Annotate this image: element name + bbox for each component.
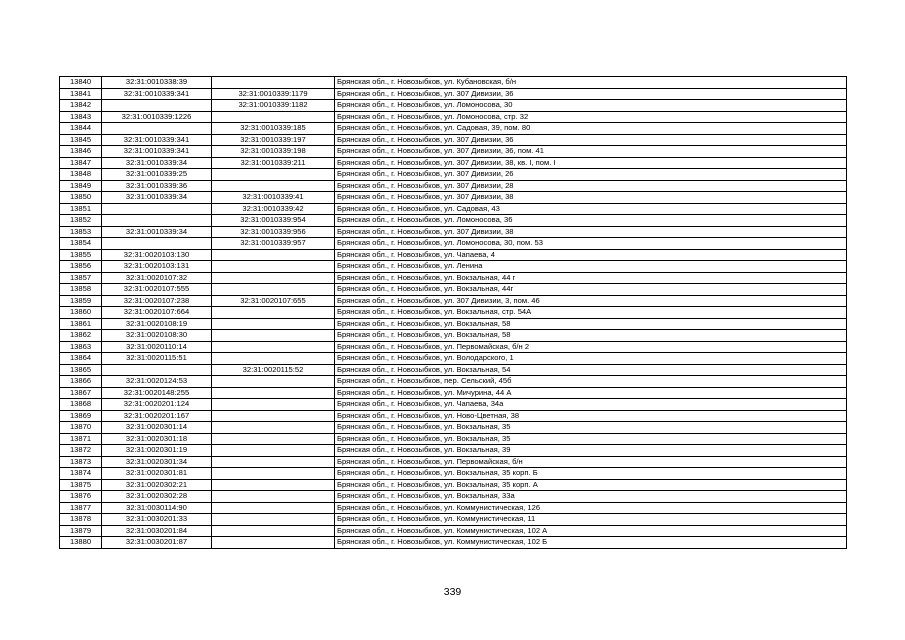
address-cell: Брянская обл., г. Новозыбков, ул. Садовая, 43 xyxy=(335,203,847,215)
parcel-cadastral-number-cell: 32:31:0020110:14 xyxy=(102,341,212,353)
table-row xyxy=(60,468,847,480)
table-row xyxy=(60,525,847,537)
row-number-cell: 13852 xyxy=(60,215,102,227)
table-row xyxy=(60,284,847,296)
row-number-cell: 13863 xyxy=(60,341,102,353)
row-number-cell: 13843 xyxy=(60,111,102,123)
parcel-cadastral-number-cell: 32:31:0020103:131 xyxy=(102,261,212,273)
address-cell: Брянская обл., г. Новозыбков, ул. Вокзальная, 35 xyxy=(335,422,847,434)
parcel-cadastral-number-cell: 32:31:0010339:341 xyxy=(102,134,212,146)
row-number-cell: 13845 xyxy=(60,134,102,146)
building-cadastral-number-cell: 32:31:0010339:954 xyxy=(212,215,335,227)
address-cell: Брянская обл., г. Новозыбков, ул. 307 Дивизии, 36 xyxy=(335,88,847,100)
row-number-cell: 13847 xyxy=(60,157,102,169)
parcel-cadastral-number-cell: 32:31:0020107:32 xyxy=(102,272,212,284)
row-number-cell: 13864 xyxy=(60,353,102,365)
row-number-cell: 13859 xyxy=(60,295,102,307)
parcel-cadastral-number-cell: 32:31:0010339:34 xyxy=(102,157,212,169)
building-cadastral-number-cell xyxy=(212,479,335,491)
address-cell: Брянская обл., г. Новозыбков, ул. Вокзальная, 44г xyxy=(335,284,847,296)
parcel-cadastral-number-cell: 32:31:0020124:53 xyxy=(102,376,212,388)
building-cadastral-number-cell: 32:31:0010339:956 xyxy=(212,226,335,238)
address-cell: Брянская обл., г. Новозыбков, ул. Вокзальная, 58 xyxy=(335,330,847,342)
row-number-cell: 13876 xyxy=(60,491,102,503)
row-number-cell: 13869 xyxy=(60,410,102,422)
row-number-cell: 13875 xyxy=(60,479,102,491)
table-row xyxy=(60,192,847,204)
address-cell: Брянская обл., г. Новозыбков, ул. Вокзальная, 35 корп. А xyxy=(335,479,847,491)
row-number-cell: 13879 xyxy=(60,525,102,537)
parcel-cadastral-number-cell: 32:31:0020301:34 xyxy=(102,456,212,468)
table-row xyxy=(60,491,847,503)
row-number-cell: 13841 xyxy=(60,88,102,100)
parcel-cadastral-number-cell: 32:31:0020301:14 xyxy=(102,422,212,434)
address-cell: Брянская обл., г. Новозыбков, ул. Вокзальная, 39 xyxy=(335,445,847,457)
row-number-cell: 13850 xyxy=(60,192,102,204)
address-cell: Брянская обл., г. Новозыбков, ул. Кубановская, б/н xyxy=(335,77,847,89)
parcel-cadastral-number-cell: 32:31:0020108:19 xyxy=(102,318,212,330)
row-number-cell: 13846 xyxy=(60,146,102,158)
building-cadastral-number-cell: 32:31:0010339:41 xyxy=(212,192,335,204)
building-cadastral-number-cell: 32:31:0020107:655 xyxy=(212,295,335,307)
address-cell: Брянская обл., г. Новозыбков, ул. Ломоносова, 30 xyxy=(335,100,847,112)
building-cadastral-number-cell xyxy=(212,445,335,457)
table-row xyxy=(60,537,847,549)
building-cadastral-number-cell xyxy=(212,468,335,480)
building-cadastral-number-cell xyxy=(212,502,335,514)
table-row xyxy=(60,111,847,123)
building-cadastral-number-cell: 32:31:0010339:42 xyxy=(212,203,335,215)
address-cell: Брянская обл., г. Новозыбков, ул. Володарского, 1 xyxy=(335,353,847,365)
parcel-cadastral-number-cell: 32:31:0010339:34 xyxy=(102,226,212,238)
building-cadastral-number-cell: 32:31:0020115:52 xyxy=(212,364,335,376)
building-cadastral-number-cell xyxy=(212,491,335,503)
table-row xyxy=(60,157,847,169)
address-cell: Брянская обл., г. Новозыбков, ул. Вокзальная, стр. 54А xyxy=(335,307,847,319)
table-row xyxy=(60,134,847,146)
row-number-cell: 13848 xyxy=(60,169,102,181)
table-row xyxy=(60,479,847,491)
table-row xyxy=(60,238,847,250)
address-cell: Брянская обл., г. Новозыбков, ул. Вокзальная, 54 xyxy=(335,364,847,376)
parcel-cadastral-number-cell: 32:31:0010339:1226 xyxy=(102,111,212,123)
parcel-cadastral-number-cell xyxy=(102,203,212,215)
address-cell: Брянская обл., г. Новозыбков, ул. Вокзальная, 44 г xyxy=(335,272,847,284)
address-cell: Брянская обл., г. Новозыбков, ул. 307 Дивизии, 38 xyxy=(335,226,847,238)
row-number-cell: 13858 xyxy=(60,284,102,296)
building-cadastral-number-cell xyxy=(212,284,335,296)
address-cell: Брянская обл., г. Новозыбков, ул. Ломоносова, 36 xyxy=(335,215,847,227)
building-cadastral-number-cell xyxy=(212,422,335,434)
building-cadastral-number-cell: 32:31:0010339:1179 xyxy=(212,88,335,100)
building-cadastral-number-cell xyxy=(212,537,335,549)
parcel-cadastral-number-cell: 32:31:0010339:25 xyxy=(102,169,212,181)
address-cell: Брянская обл., г. Новозыбков, ул. Чапаева, 4 xyxy=(335,249,847,261)
row-number-cell: 13857 xyxy=(60,272,102,284)
table-row xyxy=(60,123,847,135)
table-row xyxy=(60,353,847,365)
row-number-cell: 13878 xyxy=(60,514,102,526)
parcel-cadastral-number-cell: 32:31:0010339:34 xyxy=(102,192,212,204)
parcel-cadastral-number-cell: 32:31:0020108:30 xyxy=(102,330,212,342)
address-cell: Брянская обл., г. Новозыбков, ул. 307 Дивизии, 3, пом. 46 xyxy=(335,295,847,307)
table-row xyxy=(60,100,847,112)
parcel-cadastral-number-cell xyxy=(102,238,212,250)
parcel-cadastral-number-cell xyxy=(102,100,212,112)
building-cadastral-number-cell: 32:31:0010339:185 xyxy=(212,123,335,135)
parcel-cadastral-number-cell: 32:31:0020201:124 xyxy=(102,399,212,411)
building-cadastral-number-cell: 32:31:0010339:198 xyxy=(212,146,335,158)
table-row xyxy=(60,422,847,434)
table-row xyxy=(60,249,847,261)
table-row xyxy=(60,180,847,192)
table-row xyxy=(60,433,847,445)
table-row xyxy=(60,318,847,330)
table-row xyxy=(60,364,847,376)
building-cadastral-number-cell xyxy=(212,330,335,342)
address-cell: Брянская обл., г. Новозыбков, ул. Садовая, 39, пом. 80 xyxy=(335,123,847,135)
building-cadastral-number-cell xyxy=(212,456,335,468)
table-row xyxy=(60,226,847,238)
building-cadastral-number-cell xyxy=(212,249,335,261)
parcel-cadastral-number-cell: 32:31:0020301:81 xyxy=(102,468,212,480)
table-row xyxy=(60,330,847,342)
parcel-cadastral-number-cell: 32:31:0020301:18 xyxy=(102,433,212,445)
address-cell: Брянская обл., г. Новозыбков, ул. Ломоносова, 30, пом. 53 xyxy=(335,238,847,250)
row-number-cell: 13880 xyxy=(60,537,102,549)
building-cadastral-number-cell xyxy=(212,77,335,89)
address-cell: Брянская обл., г. Новозыбков, ул. Ломоносова, стр. 32 xyxy=(335,111,847,123)
address-cell: Брянская обл., г. Новозыбков, ул. Коммунистическая, 102 А xyxy=(335,525,847,537)
row-number-cell: 13854 xyxy=(60,238,102,250)
address-cell: Брянская обл., г. Новозыбков, ул. Первомайская, б/н xyxy=(335,456,847,468)
building-cadastral-number-cell xyxy=(212,111,335,123)
address-cell: Брянская обл., г. Новозыбков, пер. Сельский, 45б xyxy=(335,376,847,388)
building-cadastral-number-cell xyxy=(212,353,335,365)
table-row xyxy=(60,203,847,215)
building-cadastral-number-cell xyxy=(212,410,335,422)
table-row xyxy=(60,514,847,526)
address-cell: Брянская обл., г. Новозыбков, ул. 307 Дивизии, 28 xyxy=(335,180,847,192)
row-number-cell: 13868 xyxy=(60,399,102,411)
building-cadastral-number-cell xyxy=(212,307,335,319)
parcel-cadastral-number-cell: 32:31:0020201:167 xyxy=(102,410,212,422)
row-number-cell: 13871 xyxy=(60,433,102,445)
address-cell: Брянская обл., г. Новозыбков, ул. 307 Дивизии, 38, кв. I, пом. I xyxy=(335,157,847,169)
parcel-cadastral-number-cell: 32:31:0030201:87 xyxy=(102,537,212,549)
building-cadastral-number-cell: 32:31:0010339:1182 xyxy=(212,100,335,112)
table-row xyxy=(60,502,847,514)
parcel-cadastral-number-cell xyxy=(102,123,212,135)
row-number-cell: 13865 xyxy=(60,364,102,376)
building-cadastral-number-cell xyxy=(212,169,335,181)
address-cell: Брянская обл., г. Новозыбков, ул. Первомайская, б/н 2 xyxy=(335,341,847,353)
parcel-cadastral-number-cell: 32:31:0030201:84 xyxy=(102,525,212,537)
row-number-cell: 13851 xyxy=(60,203,102,215)
row-number-cell: 13862 xyxy=(60,330,102,342)
table-row xyxy=(60,146,847,158)
row-number-cell: 13866 xyxy=(60,376,102,388)
parcel-cadastral-number-cell: 32:31:0020107:555 xyxy=(102,284,212,296)
address-cell: Брянская обл., г. Новозыбков, ул. Чапаева, 34а xyxy=(335,399,847,411)
row-number-cell: 13870 xyxy=(60,422,102,434)
table-row xyxy=(60,387,847,399)
row-number-cell: 13873 xyxy=(60,456,102,468)
row-number-cell: 13860 xyxy=(60,307,102,319)
parcel-cadastral-number-cell: 32:31:0020115:51 xyxy=(102,353,212,365)
address-cell: Брянская обл., г. Новозыбков, ул. 307 Дивизии, 36 xyxy=(335,134,847,146)
building-cadastral-number-cell: 32:31:0010339:957 xyxy=(212,238,335,250)
table-row xyxy=(60,295,847,307)
address-cell: Брянская обл., г. Новозыбков, ул. Вокзальная, 58 xyxy=(335,318,847,330)
building-cadastral-number-cell xyxy=(212,399,335,411)
building-cadastral-number-cell xyxy=(212,525,335,537)
parcel-cadastral-number-cell: 32:31:0020103:130 xyxy=(102,249,212,261)
registry-table-body xyxy=(60,77,847,549)
building-cadastral-number-cell xyxy=(212,261,335,273)
table-row xyxy=(60,410,847,422)
parcel-cadastral-number-cell: 32:31:0020302:28 xyxy=(102,491,212,503)
building-cadastral-number-cell xyxy=(212,387,335,399)
building-cadastral-number-cell: 32:31:0010339:197 xyxy=(212,134,335,146)
parcel-cadastral-number-cell: 32:31:0010339:341 xyxy=(102,88,212,100)
address-cell: Брянская обл., г. Новозыбков, ул. Вокзальная, 33а xyxy=(335,491,847,503)
table-row xyxy=(60,445,847,457)
address-cell: Брянская обл., г. Новозыбков, ул. 307 Дивизии, 36, пом. 41 xyxy=(335,146,847,158)
building-cadastral-number-cell xyxy=(212,272,335,284)
table-row xyxy=(60,88,847,100)
row-number-cell: 13861 xyxy=(60,318,102,330)
address-cell: Брянская обл., г. Новозыбков, ул. Коммунистическая, 126 xyxy=(335,502,847,514)
parcel-cadastral-number-cell: 32:31:0030114:90 xyxy=(102,502,212,514)
building-cadastral-number-cell xyxy=(212,180,335,192)
table-row xyxy=(60,261,847,273)
parcel-cadastral-number-cell: 32:31:0030201:33 xyxy=(102,514,212,526)
row-number-cell: 13867 xyxy=(60,387,102,399)
address-cell: Брянская обл., г. Новозыбков, ул. Ленина xyxy=(335,261,847,273)
table-row xyxy=(60,169,847,181)
address-cell: Брянская обл., г. Новозыбков, ул. 307 Дивизии, 38 xyxy=(335,192,847,204)
address-cell: Брянская обл., г. Новозыбков, ул. 307 Дивизии, 26 xyxy=(335,169,847,181)
building-cadastral-number-cell: 32:31:0010339:211 xyxy=(212,157,335,169)
row-number-cell: 13842 xyxy=(60,100,102,112)
row-number-cell: 13855 xyxy=(60,249,102,261)
parcel-cadastral-number-cell: 32:31:0010339:341 xyxy=(102,146,212,158)
parcel-cadastral-number-cell xyxy=(102,364,212,376)
row-number-cell: 13856 xyxy=(60,261,102,273)
parcel-cadastral-number-cell: 32:31:0010338:39 xyxy=(102,77,212,89)
row-number-cell: 13874 xyxy=(60,468,102,480)
building-cadastral-number-cell xyxy=(212,433,335,445)
table-row xyxy=(60,272,847,284)
parcel-cadastral-number-cell xyxy=(102,215,212,227)
address-cell: Брянская обл., г. Новозыбков, ул. Ново-Цветная, 38 xyxy=(335,410,847,422)
row-number-cell: 13844 xyxy=(60,123,102,135)
table-row xyxy=(60,376,847,388)
row-number-cell: 13877 xyxy=(60,502,102,514)
cadastral-registry-table xyxy=(59,76,847,549)
building-cadastral-number-cell xyxy=(212,376,335,388)
row-number-cell: 13849 xyxy=(60,180,102,192)
table-row xyxy=(60,215,847,227)
address-cell: Брянская обл., г. Новозыбков, ул. Вокзальная, 35 корп. Б xyxy=(335,468,847,480)
table-row xyxy=(60,341,847,353)
parcel-cadastral-number-cell: 32:31:0010339:36 xyxy=(102,180,212,192)
address-cell: Брянская обл., г. Новозыбков, ул. Мичурина, 44 А xyxy=(335,387,847,399)
row-number-cell: 13853 xyxy=(60,226,102,238)
building-cadastral-number-cell xyxy=(212,514,335,526)
parcel-cadastral-number-cell: 32:31:0020301:19 xyxy=(102,445,212,457)
parcel-cadastral-number-cell: 32:31:0020302:21 xyxy=(102,479,212,491)
address-cell: Брянская обл., г. Новозыбков, ул. Коммунистическая, 11 xyxy=(335,514,847,526)
page-number: 339 xyxy=(443,586,462,598)
table-row xyxy=(60,399,847,411)
parcel-cadastral-number-cell: 32:31:0020107:664 xyxy=(102,307,212,319)
row-number-cell: 13872 xyxy=(60,445,102,457)
table-row xyxy=(60,307,847,319)
address-cell: Брянская обл., г. Новозыбков, ул. Вокзальная, 35 xyxy=(335,433,847,445)
address-cell: Брянская обл., г. Новозыбков, ул. Коммунистическая, 102 Б xyxy=(335,537,847,549)
row-number-cell: 13840 xyxy=(60,77,102,89)
building-cadastral-number-cell xyxy=(212,341,335,353)
parcel-cadastral-number-cell: 32:31:0020107:238 xyxy=(102,295,212,307)
table-row xyxy=(60,456,847,468)
parcel-cadastral-number-cell: 32:31:0020148:255 xyxy=(102,387,212,399)
building-cadastral-number-cell xyxy=(212,318,335,330)
table-row xyxy=(60,77,847,89)
